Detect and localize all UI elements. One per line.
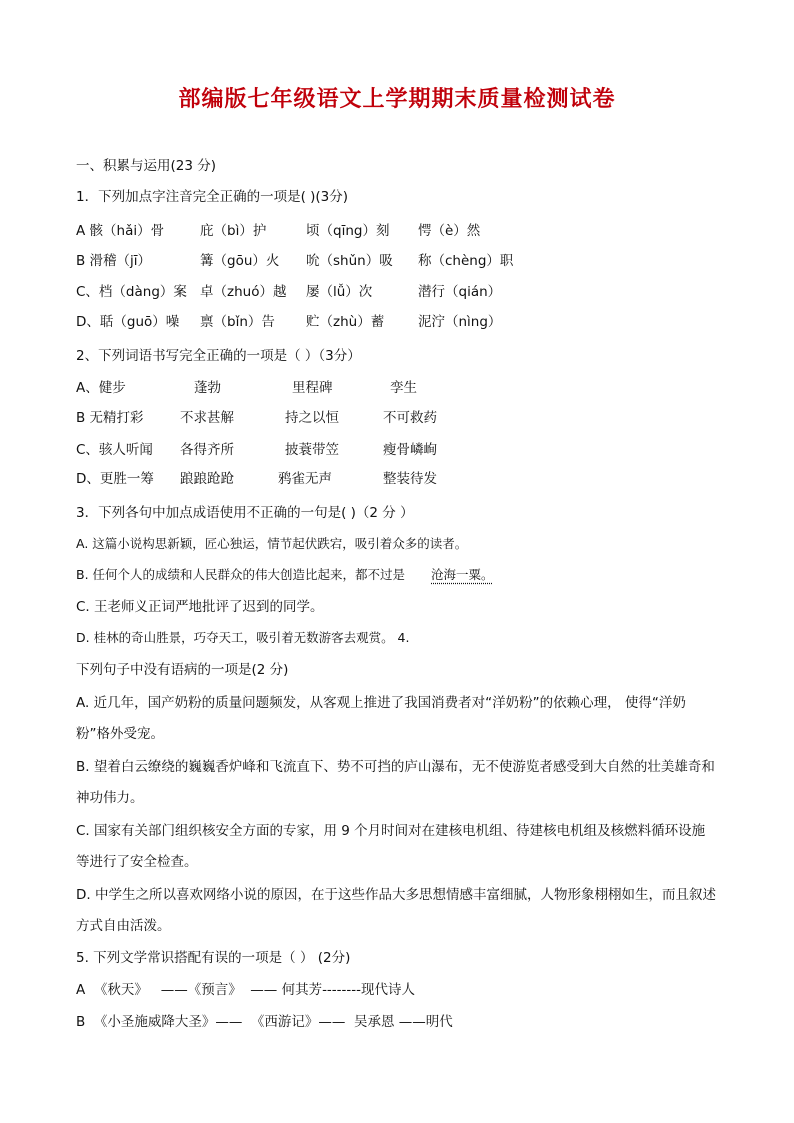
q3-option-a: A. 这篇小说构思新颖，匠心独运，情节起伏跌宕，吸引着众多的读者。: [76, 536, 468, 551]
q1-option-c-4: 潜行（qián）: [418, 284, 502, 300]
q3-option-c: C. 王老师义正词严地批评了迟到的同学。: [76, 599, 324, 615]
q1-stem: 1．下列加点字注音完全正确的一项是( )(3分): [76, 189, 349, 205]
q5-stem: 5. 下列文学常识搭配有误的一项是（ ） (2分): [76, 950, 351, 966]
q2-option-d-4: 整装待发: [383, 471, 437, 487]
q2-stem: 2、下列词语书写完全正确的一项是（ ）（3分）: [76, 348, 361, 364]
q2-option-c-3: 披蓑带笠: [285, 442, 339, 458]
q1-option-c-1: C、档（dàng）案: [76, 284, 187, 300]
q4-option-a: A. 近几年，国产奶粉的质量问题频发，从客观上推进了我国消费者对“洋奶粉”的依赖心理， 使得“洋奶粉”格外受宠。: [76, 695, 686, 742]
q1-option-d-3: 贮（zhù）蓄: [306, 314, 385, 330]
q3-stem: 3．下列各句中加点成语使用不正确的一句是( )（2 分 ）: [76, 505, 414, 521]
q5-option-a: A 《秋天》 ——《预言》 —— 何其芳--------现代诗人: [76, 982, 416, 998]
q3-option-d: D. 桂林的奇山胜景，巧夺天工，吸引着无数游客去观赏。 4.: [76, 630, 410, 645]
q4-option-d: D. 中学生之所以喜欢网络小说的原因，在于这些作品大多思想情感丰富细腻，人物形象栩栩如生，而且叙述方式自由活泼。: [76, 887, 716, 934]
q1-option-c-2: 卓（zhuó）越: [200, 284, 287, 300]
q1-option-b-2: 篝（gōu）火: [200, 253, 280, 269]
q1-option-a-3: 顷（qīng）刻: [306, 223, 390, 239]
q5-option-b: B 《小圣施威降大圣》—— 《西游记》—— 吴承恩 ——明代: [76, 1014, 453, 1030]
q2-option-c-2: 各得齐所: [180, 442, 234, 458]
q1-option-d-1: D、聒（guō）噪: [76, 314, 180, 330]
q4-stem: 下列句子中没有语病的一项是(2 分): [76, 662, 289, 678]
q1-option-d-4: 泥泞（nìng）: [418, 314, 502, 330]
q2-option-d-3: 鸦雀无声: [278, 471, 332, 487]
q1-option-a-4: 愕（è）然: [418, 223, 481, 239]
q2-option-b-2: 不求甚解: [180, 410, 234, 426]
q1-option-a-1: A 骸（hǎi）骨: [76, 223, 165, 239]
q2-option-a-1: A、健步: [76, 380, 126, 396]
q2-option-b-1: B 无精打彩: [76, 410, 144, 426]
q3-option-b: [76, 566, 494, 584]
q2-option-c-1: C、骇人听闻: [76, 442, 153, 458]
exam-title: 部编版七年级语文上学期期末质量检测试卷: [178, 87, 616, 112]
q1-option-a-2: 庇（bì）护: [200, 223, 267, 239]
q1-option-c-3: 屡（lǚ）次: [306, 284, 373, 300]
q2-option-d-2: 踉踉跄跄: [180, 471, 234, 487]
q2-option-b-3: 持之以恒: [285, 410, 339, 426]
q2-option-a-2: 蓬勃: [194, 380, 221, 396]
q2-option-a-3: 里程碑: [292, 380, 333, 396]
q3-option-b-text: B. 任何个人的成绩和人民群众的伟大创造比起来，都不过是: [76, 567, 406, 582]
q2-option-a-4: 孪生: [390, 380, 417, 396]
q1-option-b-4: 称（chèng）职: [418, 253, 514, 269]
q2-option-d-1: D、更胜一筹: [76, 471, 154, 487]
q1-option-d-2: 禀（bǐn）告: [200, 314, 275, 330]
q4-option-c: C. 国家有关部门组织核安全方面的专家，用 9 个月时间对在建核电机组、待建核电机组及核燃料循环设施等进行了安全检查。: [76, 823, 706, 870]
section-heading: 一、积累与运用(23 分): [76, 158, 217, 174]
q2-option-b-4: 不可救药: [383, 410, 437, 426]
q3-option-b-idiom: 沧海一粟。: [431, 567, 494, 582]
q1-option-b-1: B 滑稽（jī）: [76, 253, 152, 269]
q1-option-b-3: 吮（shǔn）吸: [306, 253, 393, 269]
q4-option-b: B. 望着白云缭绕的巍巍香炉峰和飞流直下、势不可挡的庐山瀑布，无不使游览者感受到大自然的壮美雄奇和神功伟力。: [76, 759, 715, 806]
q2-option-c-4: 瘦骨嶙峋: [383, 442, 437, 458]
